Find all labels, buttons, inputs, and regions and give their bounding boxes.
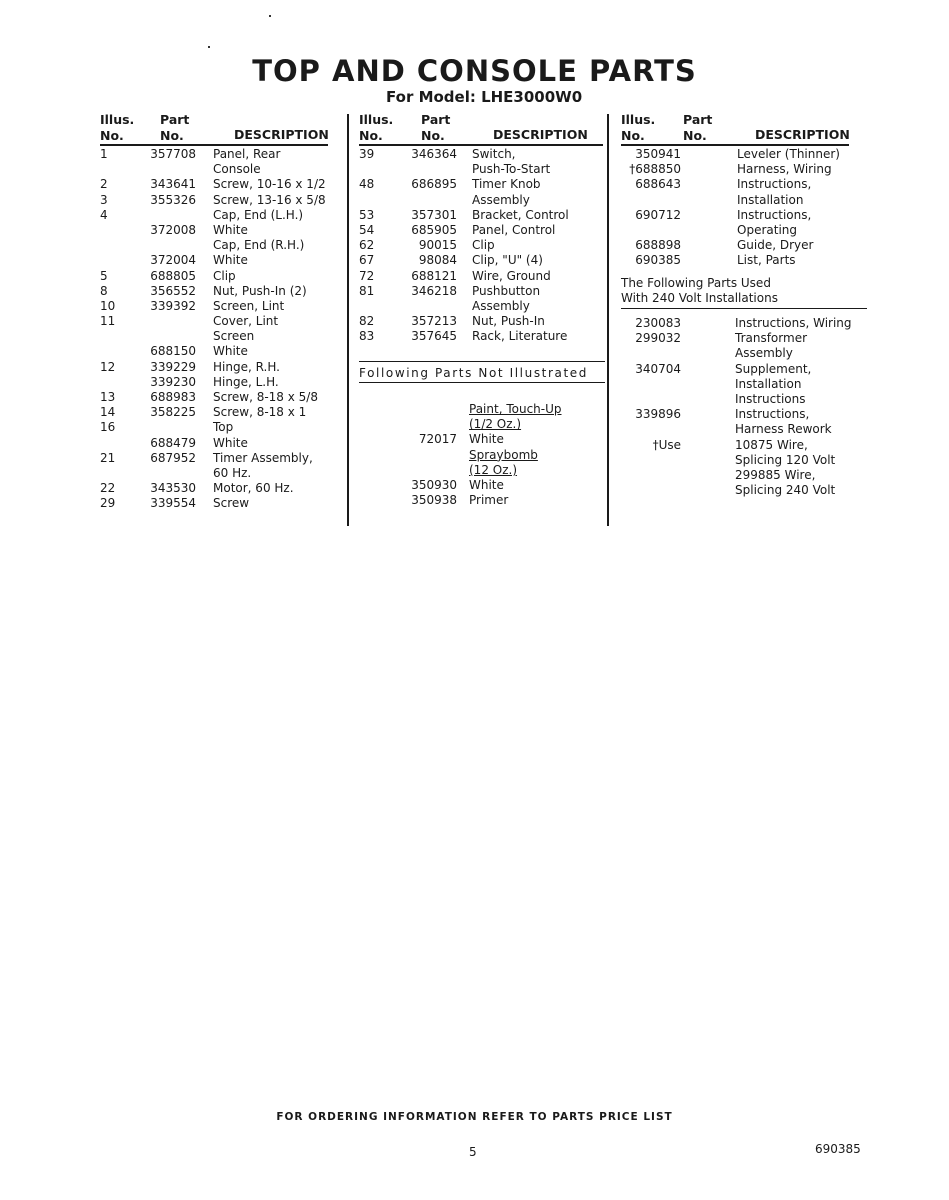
illus-number: 13 [100, 390, 116, 404]
part-number: 90015 [418, 238, 457, 253]
part-description: White [213, 435, 248, 450]
part-description: Pushbutton [472, 283, 541, 298]
part-number: 685905 [411, 222, 457, 237]
part-number: 339554 [150, 496, 196, 511]
part-number: 372004 [150, 253, 196, 268]
part-number: 687952 [150, 450, 196, 465]
part-description: Panel, Control [472, 222, 556, 237]
part-description: Screw, 10-16 x 1/2 [213, 177, 326, 192]
part-description: Assembly [472, 298, 530, 313]
part-description: Timer Knob [472, 177, 541, 192]
part-number: †Use [652, 437, 681, 452]
illus-number: 14 [100, 405, 116, 420]
part-description: Clip [472, 238, 495, 253]
part-number: 299032 [635, 331, 681, 346]
no-label: No. [359, 128, 383, 143]
illus-number: 21 [100, 450, 116, 465]
part-description: Splicing 120 Volt [735, 452, 836, 467]
description-header: DESCRIPTION [755, 127, 850, 142]
part-description: Screen [213, 329, 255, 344]
part-number: 688805 [150, 268, 196, 283]
part-no-label: No. [160, 128, 184, 143]
part-label: Part [421, 112, 451, 127]
illus-number: 81 [359, 283, 375, 298]
part-description: Cap, End (L.H.) [213, 207, 304, 222]
part-description: Nut, Push-In (2) [213, 283, 307, 298]
part-description: Screw, 8-18 x 1 [213, 405, 307, 420]
part-description: Top [213, 420, 234, 435]
header-rule [359, 144, 603, 146]
illus-number: 2 [100, 177, 108, 192]
part-number: 357645 [411, 329, 457, 344]
part-number: 688898 [635, 238, 681, 253]
part-number: 340704 [635, 361, 681, 376]
part-description: Nut, Push-In [472, 314, 545, 329]
part-label: Part [683, 112, 713, 127]
illus-number: 48 [359, 177, 375, 192]
part-description: Installation [737, 192, 804, 207]
illus-number: 62 [359, 238, 375, 253]
part-description: Instructions [735, 391, 806, 406]
header-rule [621, 144, 849, 146]
scan-speck [208, 46, 210, 48]
part-description: Clip, "U" (4) [472, 253, 543, 268]
part-label: Part [160, 112, 190, 127]
illus-header [100, 112, 134, 144]
part-description: Leveler (Thinner) [737, 147, 840, 161]
part-description: Timer Assembly, [213, 450, 313, 465]
part-number: 72017 [418, 432, 457, 447]
part-description: Console [213, 162, 261, 177]
part-description: Screw [213, 496, 250, 511]
part-number: 346364 [411, 147, 457, 161]
part-description: Guide, Dryer [737, 238, 814, 253]
part-description: Screw, 13-16 x 5/8 [213, 192, 326, 207]
part-no-label: No. [421, 128, 445, 143]
part-number: 343641 [150, 177, 196, 192]
part-description: Paint, Touch-Up [469, 402, 562, 416]
part-description: Instructions, [737, 207, 812, 222]
part-number: 690712 [635, 207, 681, 222]
page-title: TOP AND CONSOLE PARTS [252, 54, 697, 88]
part-number: 358225 [150, 405, 196, 420]
part-description: Operating [737, 222, 797, 237]
illus-header [621, 112, 655, 144]
part-description: Instructions, Wiring [735, 316, 852, 330]
illus-number: 67 [359, 253, 375, 268]
part-number: 357708 [150, 147, 196, 161]
part-description: Wire, Ground [472, 268, 551, 283]
column-divider [347, 114, 349, 526]
illus-number: 29 [100, 496, 116, 511]
part-description: Primer [469, 493, 509, 508]
part-description: Motor, 60 Hz. [213, 481, 294, 496]
part-description: (12 Oz.) [469, 462, 518, 477]
note-rule-top [359, 361, 605, 362]
column-divider [607, 114, 609, 526]
part-number: 357213 [411, 314, 457, 329]
part-description: Splicing 240 Volt [735, 483, 836, 498]
part-number: 350941 [635, 147, 681, 161]
part-number: 350930 [411, 477, 457, 492]
illus-number: 8 [100, 283, 108, 298]
part-description: Harness Rework [735, 422, 832, 437]
illus-number: 83 [359, 329, 375, 344]
illus-number: 53 [359, 207, 375, 222]
part-description: Screen, Lint [213, 298, 285, 313]
note-rule-bottom [359, 382, 605, 383]
ordering-info-footer: FOR ORDERING INFORMATION REFER TO PARTS PRICE LIST [276, 1111, 673, 1123]
part-description: List, Parts [737, 253, 796, 268]
no-label: No. [621, 128, 645, 143]
part-description: White [213, 222, 248, 237]
part-description: Transformer [735, 331, 808, 346]
illus-number: 4 [100, 207, 108, 222]
part-number: 372008 [150, 222, 196, 237]
part-description: White [469, 432, 504, 447]
part-number: 339230 [150, 374, 196, 389]
part-number: 355326 [150, 192, 196, 207]
part-description: Harness, Wiring [737, 162, 832, 177]
part-number: †688850 [629, 162, 681, 177]
part-description: Supplement, [735, 361, 812, 376]
part-description: Panel, Rear [213, 147, 281, 161]
part-number: 686895 [411, 177, 457, 192]
illus-number: 72 [359, 268, 375, 283]
part-description: Hinge, R.H. [213, 359, 280, 374]
header-rule [100, 144, 328, 146]
part-description: Instructions, [737, 177, 812, 192]
illus-number: 54 [359, 222, 375, 237]
part-description: Hinge, L.H. [213, 374, 279, 389]
illus-label: Illus. [359, 112, 394, 127]
part-header [421, 112, 450, 144]
illus-number: 1 [100, 147, 108, 161]
illus-number: 39 [359, 147, 375, 161]
illus-number: 5 [100, 268, 108, 283]
part-number: 339392 [150, 298, 196, 313]
part-number: 688150 [150, 344, 196, 359]
part-number: 339229 [150, 359, 196, 374]
not-illustrated-note: Following Parts Not Illustrated [359, 366, 588, 380]
part-description: Rack, Literature [472, 329, 568, 344]
illus-number: 10 [100, 298, 116, 313]
part-number: 688121 [411, 268, 457, 283]
part-no-label: No. [683, 128, 707, 143]
part-header [683, 112, 712, 144]
illus-number: 3 [100, 192, 108, 207]
part-number: 339896 [635, 407, 681, 422]
illus-header [359, 112, 393, 144]
scan-speck [269, 15, 271, 17]
part-description: Assembly [735, 346, 793, 361]
part-description: Instructions, [735, 407, 810, 422]
part-description: Assembly [472, 192, 530, 207]
part-number: 688479 [150, 435, 196, 450]
part-number: 350938 [411, 493, 457, 508]
illus-number: 11 [100, 314, 116, 329]
part-number: 357301 [411, 207, 457, 222]
part-number: 688643 [635, 177, 681, 192]
description-header: DESCRIPTION [234, 127, 329, 142]
part-number: 346218 [411, 283, 457, 298]
part-description: Switch, [472, 147, 516, 161]
part-description: Bracket, Control [472, 207, 569, 222]
part-description: Cap, End (R.H.) [213, 238, 305, 253]
part-number: 343530 [150, 481, 196, 496]
part-number: 98084 [418, 253, 457, 268]
part-description: Cover, Lint [213, 314, 279, 329]
part-number: 230083 [635, 316, 681, 330]
part-description: Screw, 8-18 x 5/8 [213, 390, 318, 404]
part-description: Clip [213, 268, 236, 283]
part-description: 299885 Wire, [735, 467, 816, 482]
part-description: Installation [735, 376, 802, 391]
description-header: DESCRIPTION [493, 127, 588, 142]
part-description: 10875 Wire, [735, 437, 808, 452]
illus-number: 82 [359, 314, 375, 329]
240v-note-line2: With 240 Volt Installations [621, 291, 778, 305]
part-number: 688983 [150, 390, 196, 404]
part-description: White [213, 344, 248, 359]
240v-note-line1: The Following Parts Used [621, 276, 771, 290]
illus-number: 12 [100, 359, 116, 374]
part-description: Spraybomb [469, 447, 538, 462]
document-number: 690385 [815, 1142, 861, 1156]
page-number: 5 [469, 1145, 477, 1159]
model-subtitle: For Model: LHE3000W0 [386, 88, 583, 106]
part-number: 690385 [635, 253, 681, 268]
part-number: 356552 [150, 283, 196, 298]
part-description: White [213, 253, 248, 268]
part-description: 60 Hz. [213, 465, 252, 480]
illus-number: 22 [100, 481, 116, 496]
illus-label: Illus. [621, 112, 656, 127]
part-header [160, 112, 189, 144]
illus-number: 16 [100, 420, 116, 435]
240v-note-rule [621, 308, 867, 309]
no-label: No. [100, 128, 124, 143]
illus-label: Illus. [100, 112, 135, 127]
part-description: (1/2 Oz.) [469, 417, 522, 432]
part-description: Push-To-Start [472, 162, 551, 177]
part-description: White [469, 477, 504, 492]
